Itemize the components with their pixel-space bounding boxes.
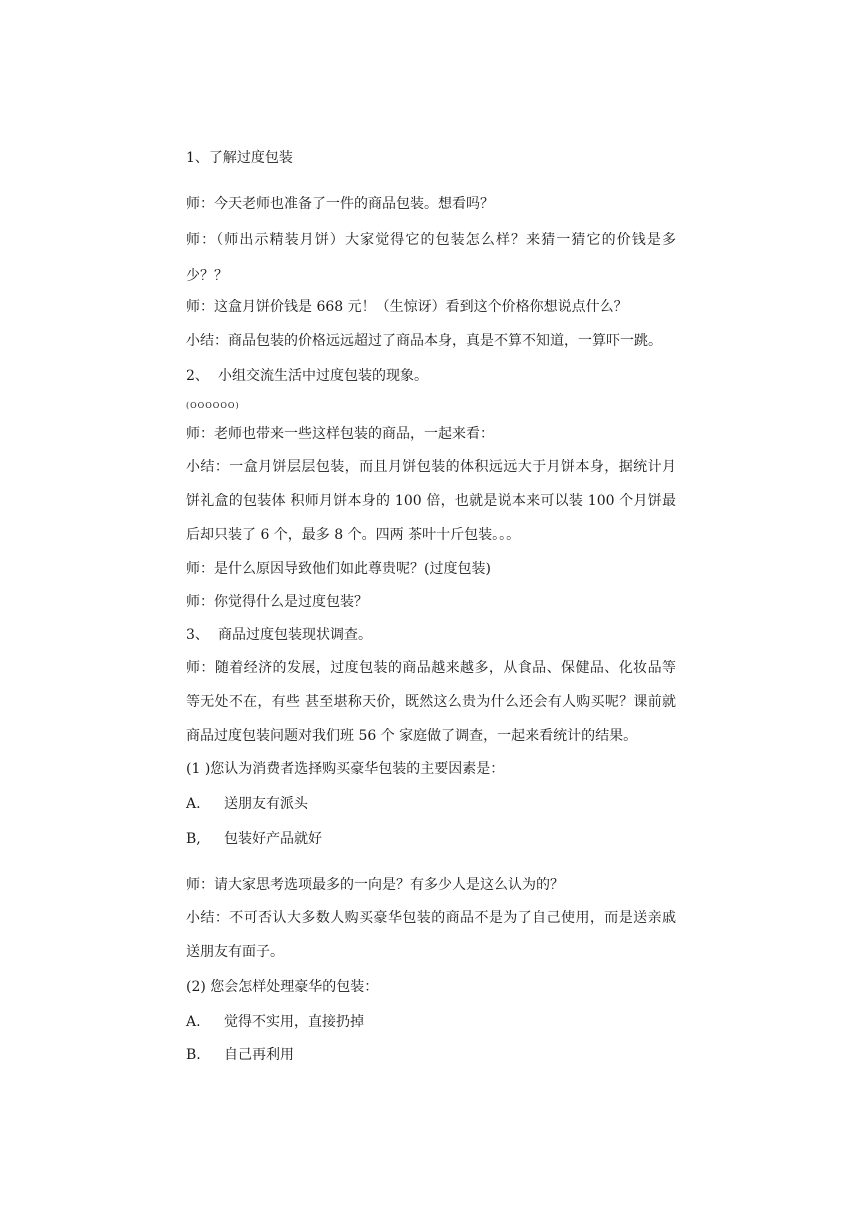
paragraph: 师：今天老师也准备了一件的商品包装。想看吗？ <box>186 196 494 212</box>
section-title: 小组交流生活中过度包装的现象。 <box>218 368 428 384</box>
option-text: 送朋友有派头 <box>224 796 308 812</box>
section-heading: 1、了解过度包装 <box>186 150 293 166</box>
section-number: 3、 <box>186 627 209 643</box>
paragraph: 师：你觉得什么是过度包装？ <box>186 594 368 610</box>
question: (2) 您会怎样处理豪华的包装： <box>186 979 379 995</box>
option-letter: B. <box>186 1047 201 1063</box>
option-text: 觉得不实用，直接扔掉 <box>224 1014 364 1030</box>
option-text: 自己再利用 <box>224 1047 294 1063</box>
paragraph: 商品过度包装问题对我们班 56 个 家庭做了调查，一起来看统计的结果。 <box>186 728 638 744</box>
small-marks: (OOOOOO) <box>186 401 240 410</box>
paragraph: 等无处不在，有些 甚至堪称天价，既然这么贵为什么还会有人购买呢？课前就 <box>186 694 676 710</box>
summary-paragraph: 小结：商品包装的价格远远超过了商品本身，真是不算不知道，一算吓一跳。 <box>186 333 662 349</box>
question: (1 )您认为消费者选择购买豪华包装的主要因素是： <box>186 761 505 777</box>
summary-paragraph: 小结：不可否认大多数人购买豪华包装的商品不是为了自己使用，而是送亲戚 <box>186 910 676 926</box>
summary-paragraph: 后却只装了 6 个，最多 8 个。四两 茶叶十斤包装。。。 <box>186 527 521 543</box>
paragraph: 师：这盒月饼价钱是 668 元！（生惊讶）看到这个价格你想说点什么？ <box>186 299 628 315</box>
option-text: 包装好产品就好 <box>224 831 322 847</box>
paragraph: 师：随着经济的发展，过度包装的商品越来越多，从食品、保健品、化妆品等 <box>186 660 676 676</box>
paragraph: 师：（师出示精装月饼）大家觉得它的包装怎么样？来猜一猜它的价钱是多 <box>186 232 676 248</box>
paragraph: 师：是什么原因导致他们如此尊贵呢？(过度包装) <box>186 561 491 577</box>
option-letter: A. <box>186 796 201 812</box>
section-number: 2、 <box>186 368 209 384</box>
section-title: 商品过度包装现状调查。 <box>218 627 372 643</box>
summary-paragraph: 小结：一盒月饼层层包装，而且月饼包装的体积远远大于月饼本身，据统计月 <box>186 459 676 475</box>
summary-paragraph: 饼礼盒的包装体 积师月饼本身的 100 倍，也就是说本来可以装 100 个月饼最 <box>186 493 676 509</box>
paragraph: 师：请大家思考选项最多的一向是？有多少人是这么认为的？ <box>186 877 564 893</box>
paragraph: 师：老师也带来一些这样包装的商品，一起来看： <box>186 426 494 442</box>
option-letter: B, <box>186 831 201 847</box>
paragraph: 少？？ <box>186 268 228 284</box>
summary-paragraph: 送朋友有面子。 <box>186 944 284 960</box>
option-letter: A. <box>186 1014 201 1030</box>
